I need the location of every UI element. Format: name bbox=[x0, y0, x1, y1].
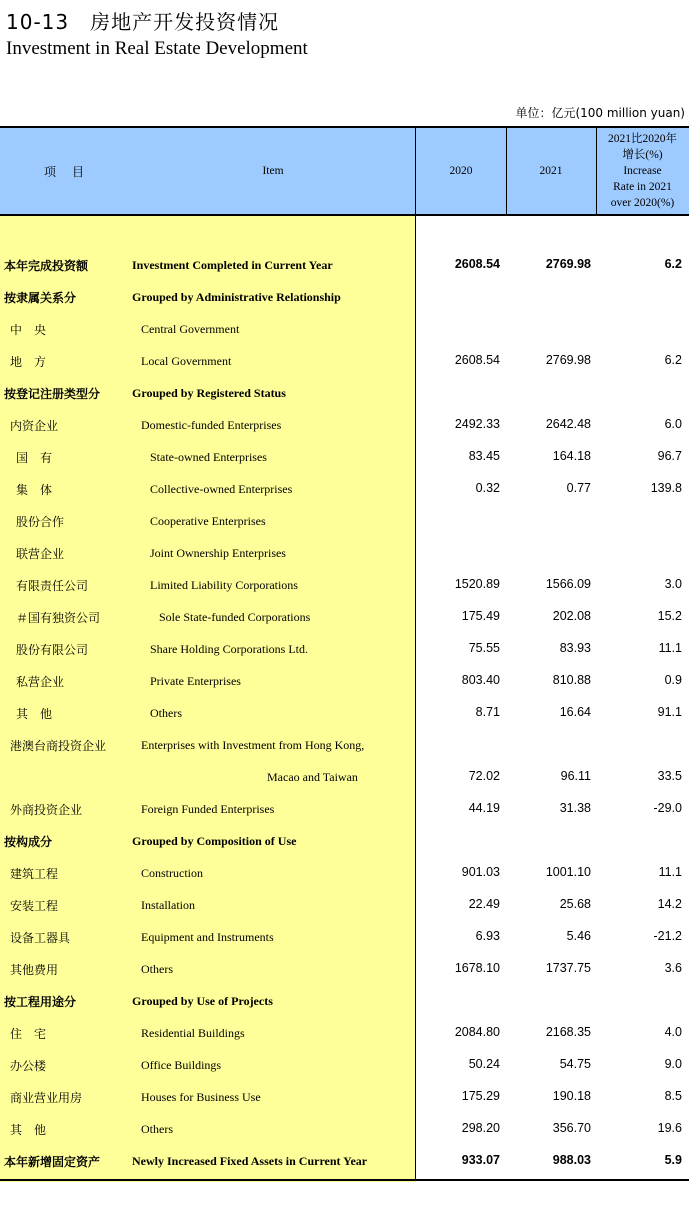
row-label-chinese: 按登记注册类型分 bbox=[4, 387, 101, 401]
value-2020: 933.07 bbox=[461, 1153, 500, 1167]
value-increase-rate: 3.0 bbox=[664, 577, 682, 591]
value-increase-rate: 8.5 bbox=[664, 1089, 682, 1103]
table-row bbox=[0, 473, 689, 505]
value-increase-rate: 33.5 bbox=[657, 769, 682, 783]
table-row bbox=[0, 633, 689, 665]
table-row bbox=[0, 1017, 689, 1049]
value-2021: 2769.98 bbox=[545, 257, 591, 271]
row-label-chinese: 私营企业 bbox=[16, 675, 65, 689]
table-row bbox=[0, 569, 689, 601]
value-2020: 175.49 bbox=[461, 609, 500, 623]
value-2020: 22.49 bbox=[468, 897, 500, 911]
row-label-english: Others bbox=[141, 962, 173, 976]
table-row bbox=[0, 857, 689, 889]
value-2021: 83.93 bbox=[559, 641, 591, 655]
value-2020: 1678.10 bbox=[454, 961, 500, 975]
table-row bbox=[0, 665, 689, 697]
value-2021: 16.64 bbox=[559, 705, 591, 719]
row-label-chinese: 其 他 bbox=[16, 707, 53, 721]
table-row bbox=[0, 409, 689, 441]
row-label-english: Equipment and Instruments bbox=[141, 930, 274, 944]
row-label-english: Grouped by Use of Projects bbox=[132, 994, 273, 1008]
value-2021: 190.18 bbox=[552, 1089, 591, 1103]
header-increase-rate bbox=[596, 128, 689, 214]
table-row bbox=[0, 601, 689, 633]
table-row bbox=[0, 825, 689, 857]
row-label-english: Grouped by Composition of Use bbox=[132, 834, 297, 848]
row-label-english: Cooperative Enterprises bbox=[150, 514, 266, 528]
value-2020: 50.24 bbox=[468, 1057, 500, 1071]
table-row bbox=[0, 313, 689, 345]
value-2021: 0.77 bbox=[566, 481, 591, 495]
header-year-2020: 2020 bbox=[449, 165, 473, 177]
value-2021: 164.18 bbox=[552, 449, 591, 463]
value-increase-rate: 96.7 bbox=[657, 449, 682, 463]
value-2021: 25.68 bbox=[559, 897, 591, 911]
value-2021: 202.08 bbox=[552, 609, 591, 623]
value-2021: 356.70 bbox=[552, 1121, 591, 1135]
row-label-english: Others bbox=[150, 706, 182, 720]
value-increase-rate: 91.1 bbox=[657, 705, 682, 719]
table-row bbox=[0, 985, 689, 1017]
row-label-english: Joint Ownership Enterprises bbox=[150, 546, 286, 560]
row-label-chinese: ＃国有独资公司 bbox=[16, 611, 101, 625]
header-rate-line: 2021比2020年 bbox=[608, 133, 677, 145]
column-divider bbox=[506, 126, 507, 216]
row-label-english: Sole State-funded Corporations bbox=[159, 610, 311, 624]
value-2020: 2492.33 bbox=[454, 417, 500, 431]
page-title-english: Investment in Real Estate Development bbox=[6, 38, 308, 59]
row-label-chinese: 办公楼 bbox=[10, 1059, 47, 1073]
table-bottom-rule bbox=[0, 1179, 689, 1181]
table-row bbox=[0, 441, 689, 473]
row-label-english: Investment Completed in Current Year bbox=[132, 258, 333, 272]
value-increase-rate: 15.2 bbox=[657, 609, 682, 623]
value-2020: 803.40 bbox=[461, 673, 500, 687]
row-label-chinese: 商业营业用房 bbox=[10, 1091, 83, 1105]
value-2020: 2608.54 bbox=[454, 257, 500, 271]
value-increase-rate: 19.6 bbox=[657, 1121, 682, 1135]
table-row bbox=[0, 377, 689, 409]
value-2020: 0.32 bbox=[475, 481, 500, 495]
value-2020: 75.55 bbox=[468, 641, 500, 655]
value-2021: 54.75 bbox=[559, 1057, 591, 1071]
row-label-english: Local Government bbox=[141, 354, 232, 368]
row-label-english: Others bbox=[141, 1122, 173, 1136]
row-label-chinese: 中 央 bbox=[10, 323, 47, 337]
header-item-chinese: 项 目 bbox=[43, 164, 86, 179]
value-increase-rate: 0.9 bbox=[664, 673, 682, 687]
value-2021: 810.88 bbox=[552, 673, 591, 687]
row-label-chinese: 股份合作 bbox=[16, 515, 65, 529]
table-row bbox=[0, 729, 689, 761]
value-increase-rate: -21.2 bbox=[653, 929, 682, 943]
table-row bbox=[0, 505, 689, 537]
row-label-chinese: 联营企业 bbox=[16, 547, 65, 561]
value-2021: 2168.35 bbox=[545, 1025, 591, 1039]
row-label-english: Office Buildings bbox=[141, 1058, 222, 1072]
table-body bbox=[0, 216, 689, 1182]
row-label-chinese: 本年新增固定资产 bbox=[4, 1155, 101, 1169]
value-2020: 901.03 bbox=[461, 865, 500, 879]
row-label-chinese: 安装工程 bbox=[10, 899, 59, 913]
row-label-chinese: 本年完成投资额 bbox=[4, 259, 89, 273]
header-rate-line: 增长(%) bbox=[622, 149, 663, 161]
header-rate-line: Rate in 2021 bbox=[613, 181, 672, 193]
row-label-english: Domestic-funded Enterprises bbox=[141, 418, 282, 432]
value-2021: 96.11 bbox=[560, 769, 591, 783]
value-2020: 83.45 bbox=[468, 449, 500, 463]
unit-label: 单位：亿元(100 million yuan) bbox=[515, 106, 685, 120]
table-row bbox=[0, 345, 689, 377]
value-2021: 31.38 bbox=[559, 801, 591, 815]
table-row bbox=[0, 1113, 689, 1145]
row-label-chinese: 按构成分 bbox=[4, 835, 53, 849]
value-increase-rate: 14.2 bbox=[657, 897, 682, 911]
row-label-chinese: 股份有限公司 bbox=[16, 643, 89, 657]
value-2021: 1001.10 bbox=[545, 865, 591, 879]
row-label-chinese: 外商投资企业 bbox=[10, 803, 83, 817]
row-label-chinese: 有限责任公司 bbox=[16, 579, 89, 593]
value-2020: 2084.80 bbox=[454, 1025, 500, 1039]
row-label-english: State-owned Enterprises bbox=[150, 450, 267, 464]
header-item-english: Item bbox=[262, 165, 284, 177]
value-2021: 2642.48 bbox=[545, 417, 591, 431]
value-2021: 1737.75 bbox=[545, 961, 591, 975]
row-label-chinese: 设备工器具 bbox=[10, 931, 71, 945]
row-label-english: Foreign Funded Enterprises bbox=[141, 802, 275, 816]
row-label-chinese: 国 有 bbox=[16, 451, 53, 465]
table-row bbox=[0, 537, 689, 569]
table-row bbox=[0, 921, 689, 953]
row-label-english: Private Enterprises bbox=[150, 674, 241, 688]
value-increase-rate: 6.2 bbox=[664, 353, 682, 367]
value-2020: 175.29 bbox=[461, 1089, 500, 1103]
row-label-english: Collective-owned Enterprises bbox=[150, 482, 293, 496]
column-divider bbox=[596, 126, 597, 216]
value-increase-rate: 6.0 bbox=[664, 417, 682, 431]
row-label-chinese: 其 他 bbox=[10, 1123, 47, 1137]
value-increase-rate: 5.9 bbox=[664, 1153, 682, 1167]
row-label-english: Newly Increased Fixed Assets in Current Year bbox=[132, 1154, 368, 1168]
row-label-chinese: 内资企业 bbox=[10, 419, 59, 433]
value-2020: 1520.89 bbox=[454, 577, 500, 591]
value-2020: 8.71 bbox=[475, 705, 500, 719]
value-increase-rate: 11.1 bbox=[658, 641, 682, 655]
row-label-english: Construction bbox=[141, 866, 203, 880]
investment-table bbox=[0, 126, 689, 1182]
table-row bbox=[0, 1081, 689, 1113]
value-2021: 1566.09 bbox=[545, 577, 591, 591]
row-label-english: Grouped by Registered Status bbox=[132, 386, 286, 400]
table-header bbox=[0, 126, 689, 216]
row-label-chinese: 建筑工程 bbox=[10, 867, 59, 881]
value-increase-rate: 11.1 bbox=[658, 865, 682, 879]
value-2020: 44.19 bbox=[468, 801, 500, 815]
column-divider bbox=[415, 126, 416, 1181]
value-2020: 2608.54 bbox=[454, 353, 500, 367]
value-increase-rate: 139.8 bbox=[650, 481, 682, 495]
table-row bbox=[0, 1145, 689, 1177]
value-2020: 298.20 bbox=[461, 1121, 500, 1135]
row-label-english: Installation bbox=[141, 898, 195, 912]
table-row bbox=[0, 1049, 689, 1081]
table-row bbox=[0, 697, 689, 729]
row-label-chinese: 集 体 bbox=[16, 483, 53, 497]
row-label-english: Residential Buildings bbox=[141, 1026, 245, 1040]
value-2021: 2769.98 bbox=[545, 353, 591, 367]
row-label-chinese: 按隶属关系分 bbox=[4, 291, 77, 305]
row-label-english: Central Government bbox=[141, 322, 240, 336]
row-label-english: Macao and Taiwan bbox=[267, 770, 358, 784]
row-label-english: Share Holding Corporations Ltd. bbox=[150, 642, 308, 656]
table-row bbox=[0, 761, 689, 793]
value-increase-rate: 9.0 bbox=[664, 1057, 682, 1071]
page-title-chinese: 10-13 房地产开发投资情况 bbox=[6, 10, 280, 34]
table-row bbox=[0, 889, 689, 921]
row-label-chinese: 地 方 bbox=[10, 355, 47, 369]
row-label-english: Grouped by Administrative Relationship bbox=[132, 290, 341, 304]
table-row bbox=[0, 281, 689, 313]
row-label-chinese: 按工程用途分 bbox=[4, 995, 77, 1009]
row-label-english: Houses for Business Use bbox=[141, 1090, 261, 1104]
value-increase-rate: 3.6 bbox=[664, 961, 682, 975]
table-row bbox=[0, 793, 689, 825]
row-label-chinese: 其他费用 bbox=[10, 963, 59, 977]
row-label-english: Enterprises with Investment from Hong Kong, bbox=[141, 738, 365, 752]
value-increase-rate: 6.2 bbox=[664, 257, 682, 271]
value-2020: 72.02 bbox=[468, 769, 500, 783]
row-label-english: Limited Liability Corporations bbox=[150, 578, 298, 592]
row-label-chinese: 港澳台商投资企业 bbox=[10, 739, 107, 753]
table-row bbox=[0, 953, 689, 985]
value-2021: 988.03 bbox=[552, 1153, 591, 1167]
header-rate-line: over 2020(%) bbox=[610, 197, 675, 209]
header-rate-line: Increase bbox=[623, 165, 662, 177]
table-row bbox=[0, 249, 689, 281]
row-label-chinese: 住 宅 bbox=[10, 1027, 47, 1041]
value-2020: 6.93 bbox=[475, 929, 500, 943]
value-increase-rate: -29.0 bbox=[653, 801, 682, 815]
header-year-2021: 2021 bbox=[539, 165, 563, 177]
value-2021: 5.46 bbox=[566, 929, 591, 943]
value-increase-rate: 4.0 bbox=[664, 1025, 682, 1039]
